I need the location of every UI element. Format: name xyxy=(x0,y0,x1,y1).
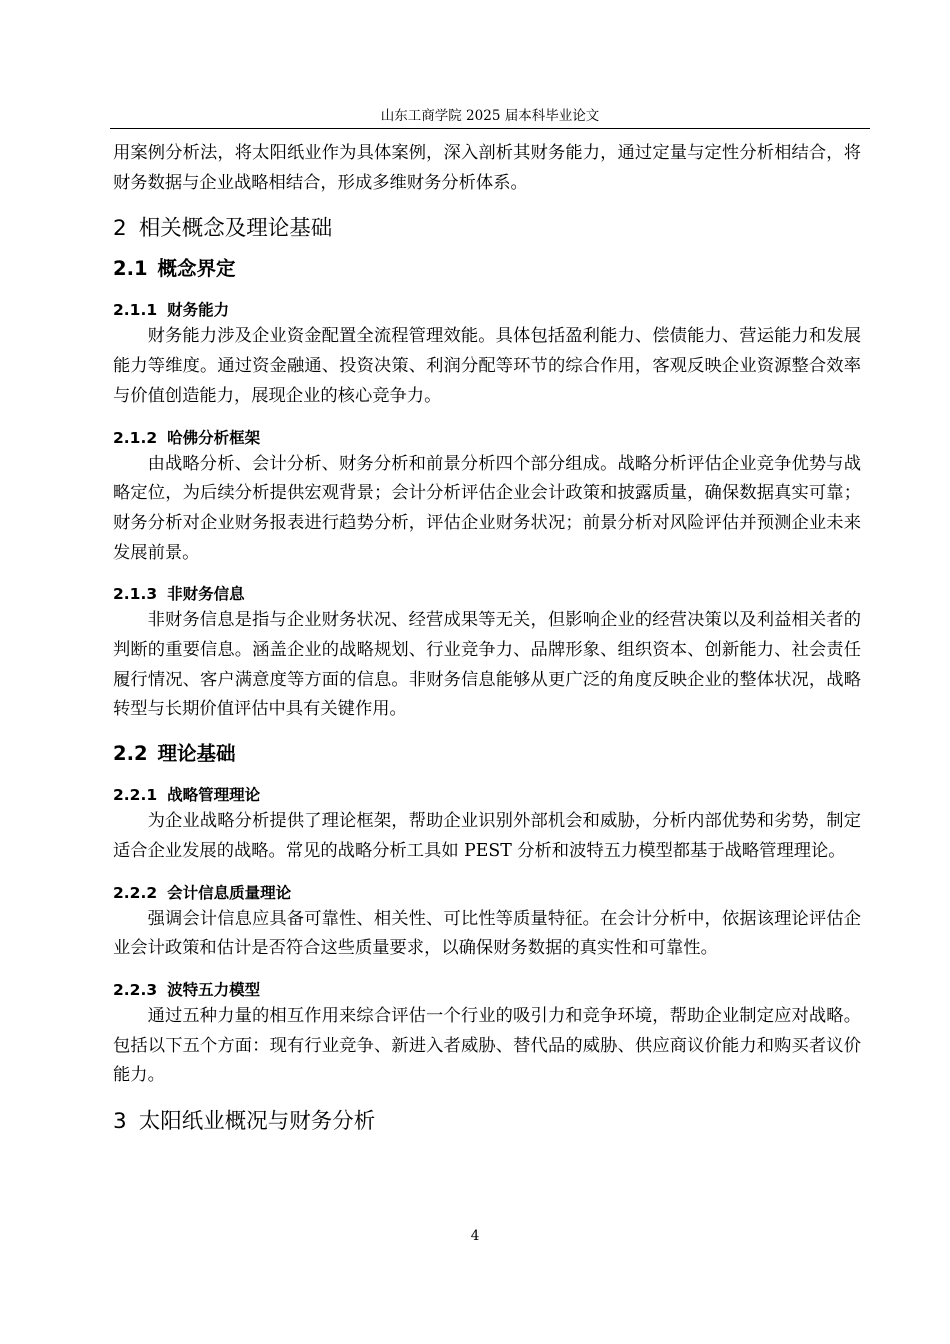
page-body xyxy=(113,139,861,1147)
section-number: 2 xyxy=(113,216,127,242)
section-2-1-3-heading xyxy=(113,582,861,606)
section-2-1-3-paragraph: 非财务信息是指与企业财务状况、经营成果等无关，但影响企业的经营决策以及利益相关者的判断的重要信息。涵盖企业的战略规划、行业竞争力、品牌形象、组织资本、创新能力、社会责任履行情况、客户满意度等方面的信息。非财务信息能够从更广泛的角度反映企业的整体状况，战略转型与长期价值评估中具有关键作用。 xyxy=(113,610,861,720)
section-2-2-3-paragraph: 通过五种力量的相互作用来综合评估一个行业的吸引力和竞争环境，帮助企业制定应对战略。包括以下五个方面：现有行业竞争、新进入者威胁、替代品的威胁、供应商议价能力和购买者议价能力。 xyxy=(113,1005,861,1086)
section-title: 哈佛分析框架 xyxy=(167,428,261,447)
section-title: 太阳纸业概况与财务分析 xyxy=(138,1109,376,1135)
section-title: 波特五力模型 xyxy=(167,980,261,999)
section-2-1-2-paragraph: 由战略分析、会计分析、财务分析和前景分析四个部分组成。战略分析评估企业竞争优势与战略定位，为后续分析提供宏观背景；会计分析评估企业会计政策和披露质量，确保数据真实可靠；财务分析对企业财务报表进行趋势分析，评估企业财务状况；前景分析对风险评估并预测企业未来发展前景。 xyxy=(113,453,861,563)
section-3-heading xyxy=(113,1107,861,1137)
section-title: 概念界定 xyxy=(157,257,236,281)
section-2-1-2-heading xyxy=(113,426,861,450)
section-number: 2.1.2 xyxy=(113,428,158,447)
section-title: 财务能力 xyxy=(167,301,230,320)
section-2-1-1-paragraph: 财务能力涉及企业资金配置全流程管理效能。具体包括盈利能力、偿债能力、营运能力和发展能力等维度。通过资金融通、投资决策、利润分配等环节的综合作用，客观反映企业资源整合效率与价值创造能力，展现企业的核心竞争力。 xyxy=(113,326,861,406)
section-2-2-2-paragraph: 强调会计信息应具备可靠性、相关性、可比性等质量特征。在会计分析中，依据该理论评估企业会计政策和估计是否符合这些质量要求，以确保财务数据的真实性和可靠性。 xyxy=(113,908,861,959)
section-2-heading xyxy=(113,214,861,244)
intro-paragraph: 用案例分析法，将太阳纸业作为具体案例，深入剖析其财务能力，通过定量与定性分析相结合，将财务数据与企业战略相结合，形成多维财务分析体系。 xyxy=(113,143,861,193)
section-number: 2.1.1 xyxy=(113,301,158,320)
section-2-2-heading xyxy=(113,739,861,769)
section-2-2-3-heading xyxy=(113,978,861,1002)
page-number: 4 xyxy=(470,1228,480,1244)
section-title: 战略管理理论 xyxy=(167,786,261,805)
running-header: 山东工商学院 2025 届本科毕业论文 xyxy=(380,108,600,124)
section-2-1-heading xyxy=(113,254,861,284)
section-number: 2.1 xyxy=(113,257,148,281)
section-title: 会计信息质量理论 xyxy=(167,883,292,902)
section-2-1-1-heading xyxy=(113,298,861,322)
section-number: 2.2 xyxy=(113,742,148,766)
section-number: 2.2.2 xyxy=(113,883,158,902)
section-number: 3 xyxy=(113,1109,127,1135)
section-title: 非财务信息 xyxy=(167,585,245,604)
header-rule xyxy=(110,128,870,129)
section-number: 2.2.3 xyxy=(113,980,158,999)
section-number: 2.2.1 xyxy=(113,786,158,805)
section-2-2-1-paragraph: 为企业战略分析提供了理论框架，帮助企业识别外部机会和威胁，分析内部优势和劣势，制定适合企业发展的战略。常见的战略分析工具如 PEST 分析和波特五力模型都基于战略管理理论。 xyxy=(113,811,861,861)
section-2-2-2-heading xyxy=(113,881,861,905)
section-2-2-1-heading xyxy=(113,783,861,807)
section-title: 相关概念及理论基础 xyxy=(138,216,333,242)
section-number: 2.1.3 xyxy=(113,585,158,604)
section-title: 理论基础 xyxy=(157,742,236,766)
